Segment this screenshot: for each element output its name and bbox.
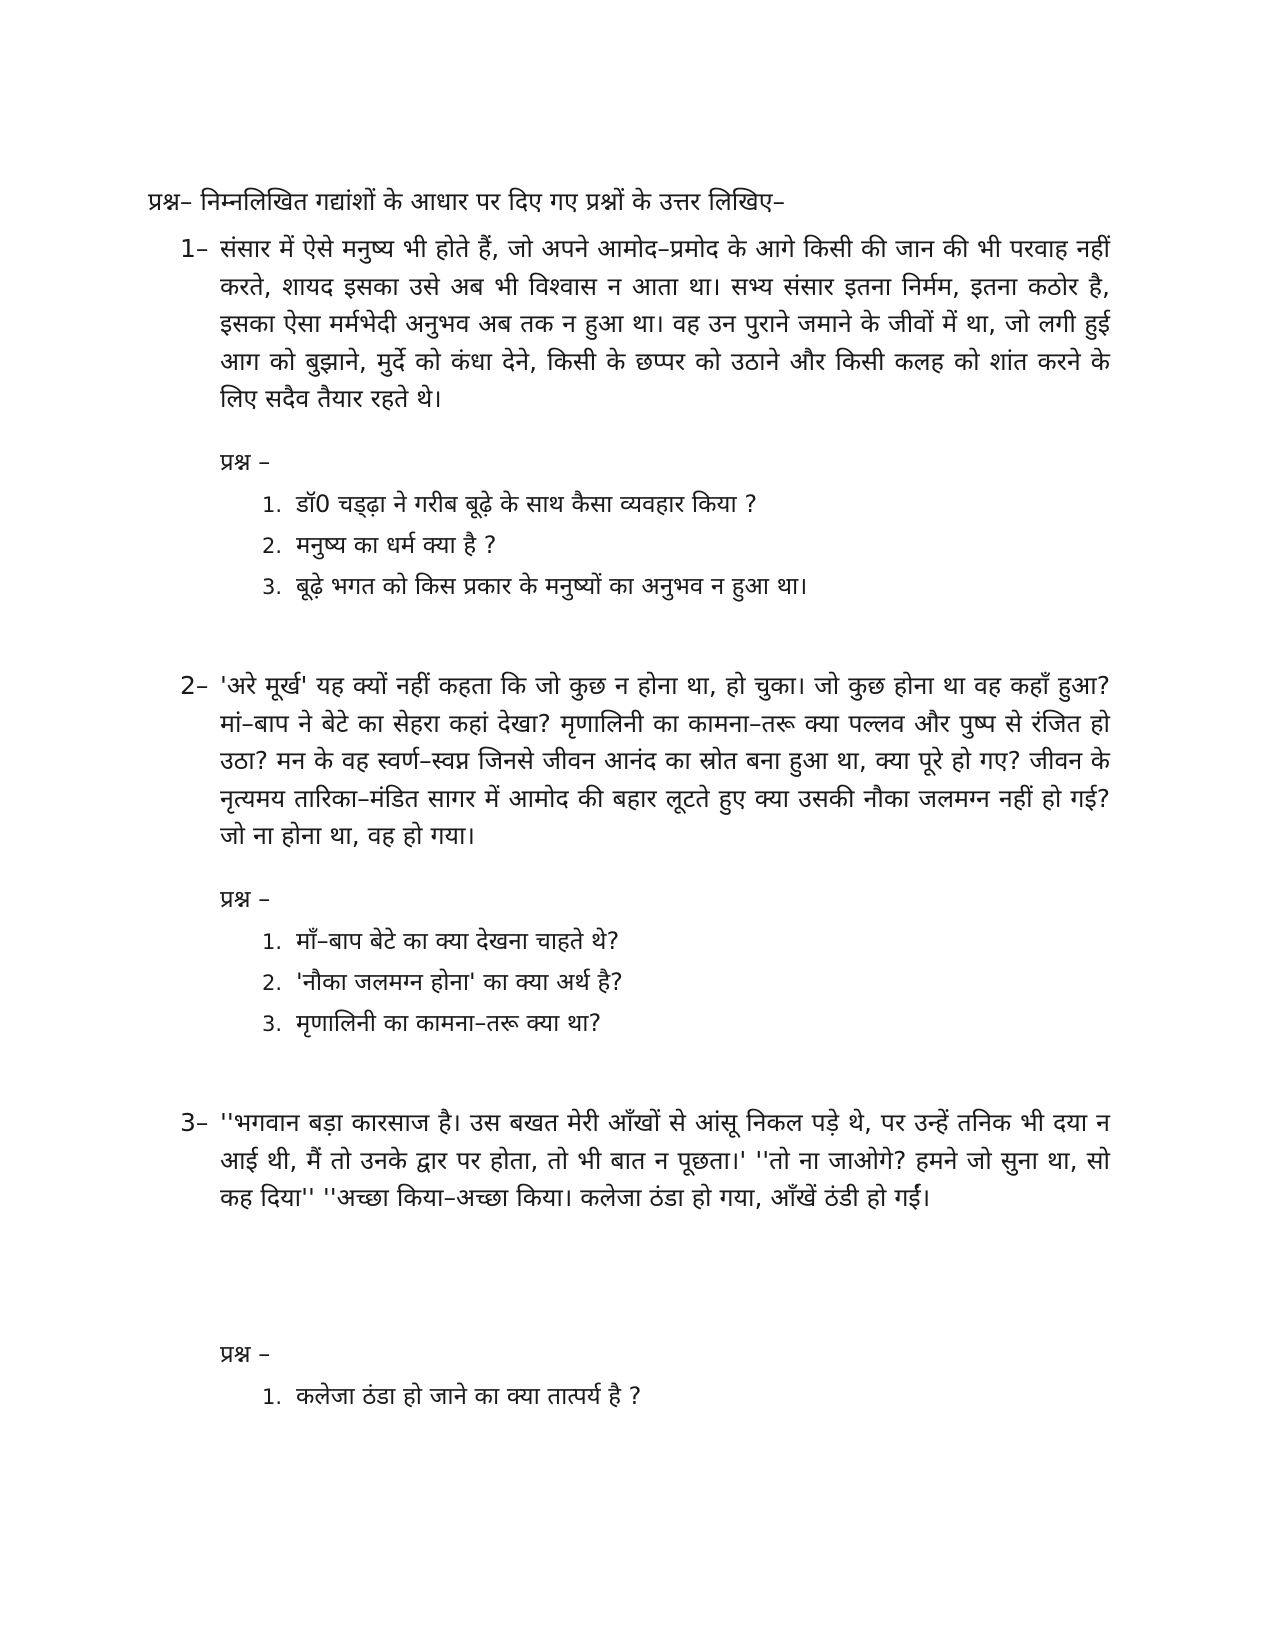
passage-section-3 <box>180 1104 1110 1217</box>
question-text: माँ–बाप बेटे का क्या देखना चाहते थे? <box>296 926 620 955</box>
page-heading: प्रश्न– निम्नलिखित गद्यांशों के आधार पर दिए गए प्रश्नों के उत्तर लिखिए– <box>148 187 786 216</box>
question-text: कलेजा ठंडा हो जाने का क्या तात्पर्य है ? <box>296 1382 642 1410</box>
question-item <box>262 566 1110 607</box>
question-item <box>262 525 1110 566</box>
passage-section-3-questions <box>180 1336 1110 1417</box>
question-text: मृणालिनी का कामना–तरू क्या था? <box>296 1008 602 1037</box>
question-number: 2. <box>262 533 283 558</box>
passage-text: संसार में ऐसे मनुष्य भी होते हैं, जो अपने आमोद–प्रमोद के आगे किसी की जान की भी परवाह नहीं करते, शायद इसका उसे अब भी विश्वास न आता था। सभ्य संसार इतना निर्मम, इतना कठोर है, इसका ऐसा मर्मभेदी अनुभव अब तक न हुआ था। वह उन पुराने जमाने के जीवों में था, जो लगी हुई आग को बुझाने, मुर्दे को कंधा देने, किसी के छप्पर को उठाने और किसी कलह को शांत करने के लिए सदैव तैयार रहते थे। <box>220 234 1110 413</box>
question-list <box>180 1376 1110 1417</box>
question-number: 3. <box>262 574 283 599</box>
question-item <box>262 1376 1110 1417</box>
question-item <box>262 962 1110 1003</box>
question-item <box>262 1003 1110 1044</box>
question-item <box>262 921 1110 962</box>
passage-number: 3– <box>180 1108 209 1137</box>
question-label: प्रश्न – <box>220 884 271 913</box>
question-list <box>180 921 1110 1044</box>
passage-section-2 <box>180 667 1110 1044</box>
question-text: बूढ़े भगत को किस प्रकार के मनुष्यों का अनुभव न हुआ था। <box>296 571 808 600</box>
question-number: 1. <box>262 492 283 517</box>
question-label: प्रश्न – <box>220 447 271 476</box>
question-number: 2. <box>262 970 283 995</box>
passage-number: 1– <box>180 234 209 263</box>
question-list <box>180 484 1110 607</box>
question-label: प्रश्न – <box>220 1340 271 1368</box>
question-number: 1. <box>262 1385 283 1409</box>
question-number: 1. <box>262 929 283 954</box>
passage <box>180 230 1110 418</box>
question-text: 'नौका जलमग्न होना' का क्या अर्थ है? <box>296 967 623 996</box>
question-number: 3. <box>262 1011 283 1036</box>
question-text: डॉ0 चड्ढ़ा ने गरीब बूढ़े के साथ कैसा व्यवहार किया ? <box>296 489 758 518</box>
passage-text: 'अरे मूर्ख' यह क्यों नहीं कहता कि जो कुछ न होना था, हो चुका। जो कुछ होना था वह कहाँ हुआ? मां–बाप ने बेटे का सेहरा कहां देखा? मृणालिनी का कामना–तरू क्या पल्लव और पुष्प से रंजित हो उठा? मन के वह स्वर्ण–स्वप्न जिनसे जीवन आनंद का स्रोत बना हुआ था, क्या पूरे हो गए? जीवन के नृत्यमय तारिका–मंडित सागर में आमोद की बहार लूटते हुए क्या उसकी नौका जलमग्न नहीं हो गई? जो ना होना था, वह हो गया। <box>220 671 1110 850</box>
passage <box>180 667 1110 855</box>
passage-section-1 <box>180 230 1110 607</box>
passage-number: 2– <box>180 671 209 700</box>
question-text: मनुष्य का धर्म क्या है ? <box>296 530 497 559</box>
question-item <box>262 484 1110 525</box>
passage-text: ''भगवान बड़ा कारसाज है। उस बखत मेरी आँखों से आंसू निकल पड़े थे, पर उन्हें तनिक भी दया न आई थी, मैं तो उनके द्वार पर होता, तो भी बात न पूछता।' ''तो ना जाओगे? हमने जो सुना था, सो कह दिया'' ''अच्छा किया–अच्छा किया। कलेजा ठंडा हो गया, आँखें ठंडी हो गईं। <box>220 1108 1110 1212</box>
passage <box>180 1104 1110 1217</box>
